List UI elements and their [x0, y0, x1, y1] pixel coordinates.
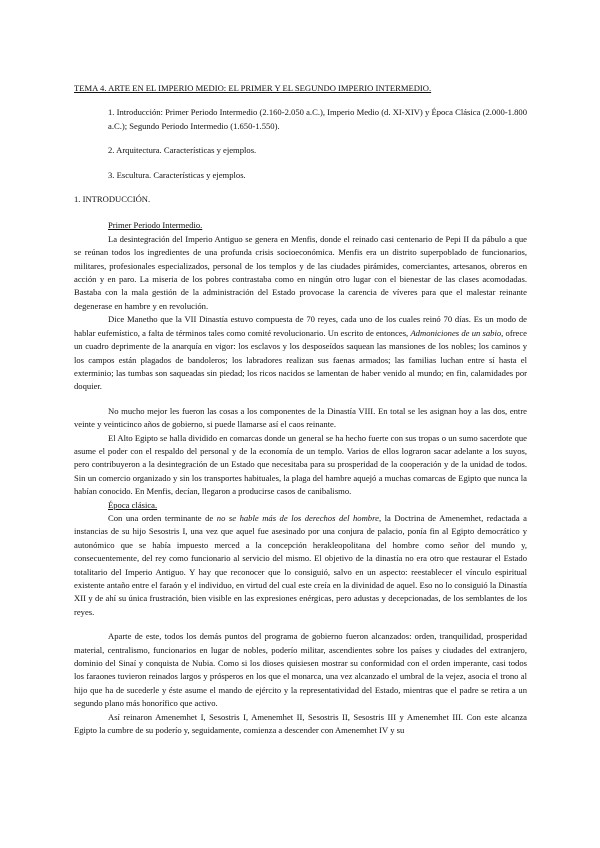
- toc-item-1: 1. Introducción: Primer Periodo Intermedio (2.160-2.050 a.C.), Imperio Medio (d. XI-XIV) y Época Clásica (2.000-1.800 a.C.); Segundo Periodo Intermedio (1.650-1.550).: [108, 107, 527, 131]
- paragraph-5: [74, 512, 527, 619]
- paragraph-7: Así reinaron Amenemhet I, Sesostris I, Amenemhet II, Sesostris II, Sesostris III y Amenemhet III. Con este alcanza Egipto la cumbre de su poderío y, seguidamente, comienza a descender con Amenemhet IV y su: [74, 711, 527, 736]
- paragraph-2-italic: Admoniciones de un sabio: [410, 327, 502, 338]
- paragraph-2: [74, 313, 527, 393]
- paragraph-5-text-a: Con una orden terminante de: [108, 512, 217, 523]
- paragraph-1: La desintegración del Imperio Antiguo se genera en Menfis, donde el reinado casi centenario de Pepi II da pábulo a que se reúnan todos los ingredientes de una profunda crisis socioeconómica. Menfis era un distrito superpoblado de funcionarios, militares, profesionales especializados, personal de los templos y de las ciudades pirámides, comerciantes, artesanos, obreros en acción y en paro. La miseria de los pobres contrastaba como en ningún otro lugar con el bienestar de las clases acomodadas. Bastaba con la mala gestión de la administración del Estado provocase la carencia de víveres para que el malestar reinante degenerase en hambre y en revolución.: [74, 233, 527, 311]
- paragraph-2-text-a: Dice Manetho que la VII Dinastía estuvo compuesta de 70 reyes, cada uno de los cuales reinó 70 días. Es un modo de hablar eufemístico, a falta de términos tales como comité revolucionario. Un escrito de entonces,: [74, 314, 527, 338]
- subheading-primer-periodo: Primer Periodo Intermedio.: [108, 220, 203, 231]
- toc-item-3: 3. Escultura. Características y ejemplos.: [108, 169, 246, 180]
- toc-item-2: 2. Arquitectura. Características y ejemplos.: [108, 145, 257, 156]
- subheading-epoca-clasica: Época clásica.: [108, 499, 158, 510]
- paragraph-6: Aparte de este, todos los demás puntos del programa de gobierno fueron alcanzados: orden, tranquilidad, prosperidad material, centralismo, funcionarios en lugar de nobles, poderío militar, ascendientes sobre los países y ciudades del extranjero, dominio del Sinaí y conquista de Nubia. Como si los dioses quisiesen mostrar su conformidad con el orden imperante, casi todos los faraones tuvieron reinados largos y prósperos en los que el monarca, una vez alcanzado el umbral de la vejez, asocia el trono al hijo que ha de sucederle y éste asume el mando de ejército y la representatividad del Estado, mientras que el padre se retira a un segundo plano más honorífico que activo.: [74, 631, 527, 709]
- section-heading: 1. INTRODUCCIÓN.: [74, 194, 151, 205]
- paragraph-5-italic: no se hable más de los derechos del hombre: [216, 512, 379, 523]
- paragraph-2-text-b: , ofrece un cuadro deprimente de la anarquía en vigor: los esclavos y los desposeídos saquean las mansiones de los nobles; los caminos y los campos están plagados de bandoleros; los labradores realizan sus faenas armados; las familias luchan entre sí hasta el exterminio; las tumbas son saqueadas sin piedad; los ricos nacidos se lamentan de haber venido al mundo; en fin, calamidades por doquier.: [74, 327, 527, 392]
- paragraph-4: El Alto Egipto se halla dividido en comarcas donde un general se ha hecho fuerte con sus tropas o un sumo sacerdote que asume el poder con el respaldo del personal y de la economía de un templo. Varios de ellos lograron sacar adelante a los suyos, pero contribuyeron a la desintegración de un Estado que necesitaba para su prosperidad de la cooperación y de la unidad de todos. Sin un comercio organizado y sin los transportes habituales, la plaga del hambre aquejó a muchas comarcas de Egipto que nunca la habían conocido. En Menfis, decían, llegaron a producirse casos de canibalismo.: [74, 432, 527, 497]
- paragraph-3: No mucho mejor les fueron las cosas a los componentes de la Dinastía VIII. En total se les asignan hoy a las dos, entre veinte y veinticinco años de gobierno, si puede llamarse así el caos reinante.: [74, 405, 527, 430]
- paragraph-5-text-b: , la Doctrina de Amenemhet, redactada a instancias de su hijo Sesostris I, una vez que aquel fue asesinado por una conjura de palacio, ponía fin al Egipto democrático y autonómico que se había impuesto merced a la concepción herakleopolitana del hombre como señor del mundo y, consecuentemente, del rey como funcionario al servicio del mismo. El objetivo de la dinastía no era otro que restaurar el Estado totalitario del Imperio Antiguo. Y hay que reconocer que lo consiguió, salvo en un aspecto: reestablecer el vínculo espiritual existente antaño entre el faraón y el individuo, en virtud del cual este creía en la divinidad de aquel. Eso no lo consiguió la Dinastía XII y de ahí su única frustración, bien visible en las expresiones enérgicas, pero adustas y decepcionadas, de los semblantes de los reyes.: [74, 512, 527, 617]
- document-title: TEMA 4. ARTE EN EL IMPERIO MEDIO: EL PRIMER Y EL SEGUNDO IMPERIO INTERMEDIO.: [74, 83, 432, 93]
